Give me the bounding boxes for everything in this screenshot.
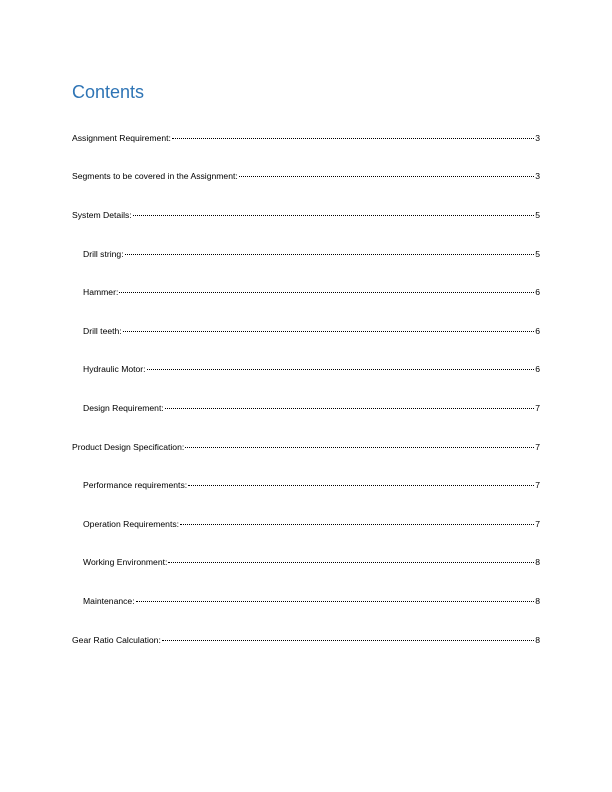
toc-entry-label: Performance requirements: [83, 480, 188, 490]
toc-dot-leader [188, 484, 534, 486]
toc-entry-maintenance[interactable] [83, 595, 540, 607]
toc-entry-label: Working Environment: [83, 557, 168, 567]
toc-dot-leader [172, 137, 534, 139]
toc-page-number: 7 [535, 519, 540, 529]
toc-entry-label: Operation Requirements: [83, 519, 180, 529]
toc-page-number: 5 [535, 249, 540, 259]
toc-dot-leader [165, 407, 534, 409]
toc-dot-leader [133, 214, 535, 216]
toc-entry-performance-requirements[interactable] [83, 479, 540, 491]
toc-page-number: 7 [535, 442, 540, 452]
toc-dot-leader [125, 253, 535, 255]
toc-dot-leader [185, 446, 534, 448]
toc-entry-working-environment[interactable] [83, 556, 540, 568]
toc-dot-leader [119, 291, 534, 293]
toc-entry-label: Gear Ratio Calculation: [72, 635, 161, 645]
toc-dot-leader [136, 600, 535, 602]
toc-page-number: 7 [535, 480, 540, 490]
toc-entry-label: Hydraulic Motor: [83, 364, 146, 374]
toc-dot-leader [239, 175, 534, 177]
toc-page-number: 6 [535, 364, 540, 374]
toc-dot-leader [147, 368, 535, 370]
toc-page-number: 8 [535, 596, 540, 606]
toc-entry-gear-ratio-calculation[interactable] [72, 634, 540, 646]
toc-entry-label: Drill string: [83, 249, 124, 259]
toc-entry-product-design-specification[interactable] [72, 441, 540, 453]
toc-page-number: 3 [535, 133, 540, 143]
toc-dot-leader [123, 330, 535, 332]
toc-entry-operation-requirements[interactable] [83, 518, 540, 530]
toc-entry-system-details[interactable] [72, 209, 540, 221]
toc-dot-leader [168, 561, 534, 563]
toc-page-number: 3 [535, 171, 540, 181]
toc-dot-leader [162, 639, 534, 641]
toc-entry-assignment-requirement[interactable] [72, 132, 540, 144]
toc-page-number: 6 [535, 287, 540, 297]
toc-page-number: 5 [535, 210, 540, 220]
toc-page-number: 8 [535, 635, 540, 645]
toc-page-number: 8 [535, 557, 540, 567]
toc-entry-label: System Details: [72, 210, 132, 220]
toc-page-number: 6 [535, 326, 540, 336]
toc-dot-leader [180, 523, 534, 525]
toc-entry-design-requirement[interactable] [83, 402, 540, 414]
toc-entry-label: Drill teeth: [83, 326, 122, 336]
toc-entry-label: Hammer: [83, 287, 119, 297]
toc-entry-label: Assignment Requirement: [72, 133, 171, 143]
toc-entry-hammer[interactable] [83, 286, 540, 298]
toc-entry-segments-to-be-covered[interactable] [72, 170, 540, 182]
toc-entry-drill-string[interactable] [83, 248, 540, 260]
toc-entry-label: Product Design Specification: [72, 442, 185, 452]
toc-entry-label: Maintenance: [83, 596, 135, 606]
toc-entry-drill-teeth[interactable] [83, 325, 540, 337]
contents-heading: Contents [72, 82, 145, 102]
toc-entry-label: Segments to be covered in the Assignment: [72, 171, 238, 181]
toc-entry-label: Design Requirement: [83, 403, 164, 413]
toc-page-number: 7 [535, 403, 540, 413]
toc-entry-hydraulic-motor[interactable] [83, 363, 540, 375]
